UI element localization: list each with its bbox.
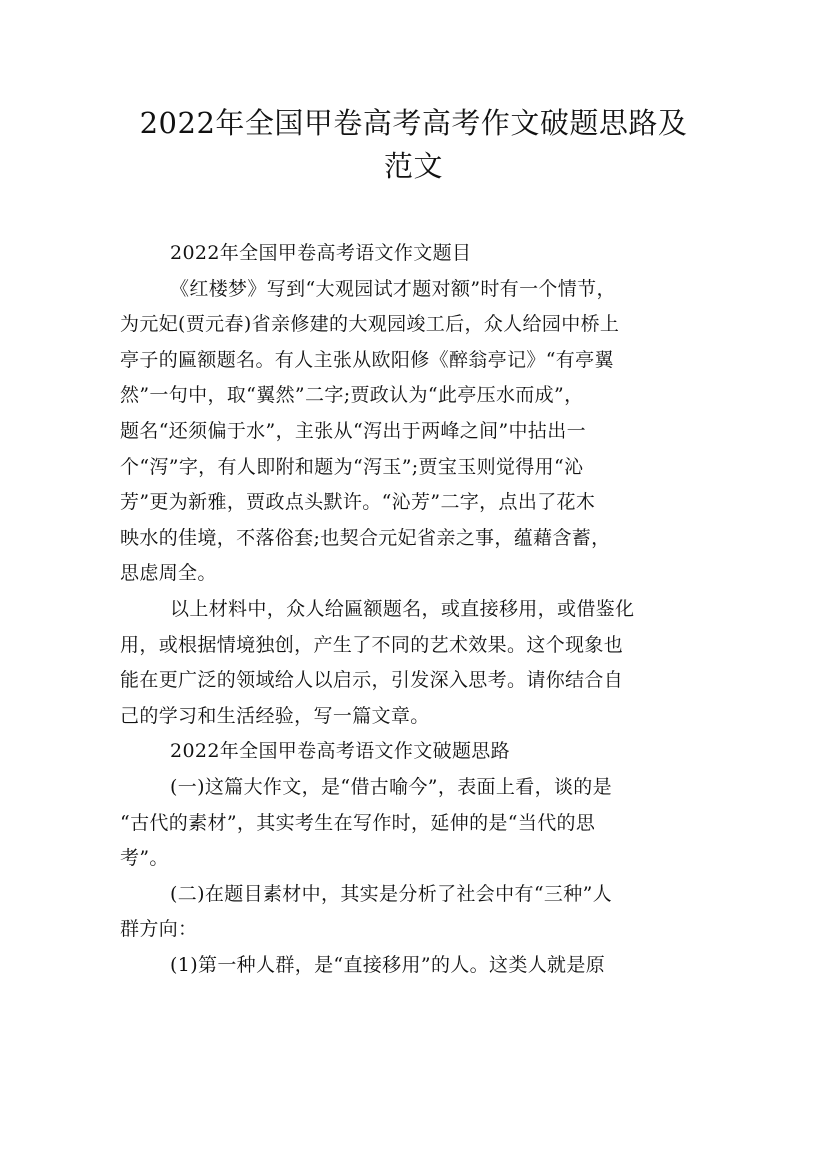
paragraph-line: (1)第一种人群，是“直接移用”的人。这类人就是原 bbox=[170, 953, 606, 976]
document-title-line-1: 2022年全国甲卷高考高考作文破题思路及 bbox=[139, 106, 688, 140]
paragraph-line: 用，或根据情境独创，产生了不同的艺术效果。这个现象也 bbox=[120, 633, 624, 656]
paragraph-line: 芳”更为新雅，贾政点头默许。“沁芳”二字，点出了花木 bbox=[120, 491, 596, 514]
section-heading-approach bbox=[120, 734, 710, 770]
paragraph-line: 为元妃(贾元春)省亲修建的大观园竣工后，众人给园中桥上 bbox=[120, 313, 620, 336]
paragraph-line: 思虑周全。 bbox=[120, 562, 217, 585]
paragraph-line: 群方向： bbox=[120, 918, 198, 941]
paragraph-prompt bbox=[120, 592, 710, 734]
paragraph-line: 题名“还须偏于水”，主张从“泻出于两峰之间”中拈出一 bbox=[120, 419, 586, 442]
document-title-line-2: 范文 bbox=[383, 149, 443, 183]
paragraph-line: 己的学习和生活经验，写一篇文章。 bbox=[120, 704, 430, 727]
paragraph-line: 《红楼梦》写到“大观园试才题对额”时有一个情节， bbox=[170, 277, 616, 300]
paragraph-line: 考”。 bbox=[120, 847, 169, 870]
paragraph-line: “古代的素材”，其实考生在写作时，延伸的是“当代的思 bbox=[120, 811, 596, 834]
document-body bbox=[120, 236, 710, 983]
paragraph-line: 2022年全国甲卷高考语文作文破题思路 bbox=[170, 740, 511, 763]
section-heading-topic bbox=[120, 236, 710, 272]
paragraph-line: (一)这篇大作文，是“借古喻今”，表面上看，谈的是 bbox=[170, 775, 613, 798]
paragraph-point-1 bbox=[120, 770, 710, 877]
paragraph-line: (二)在题目素材中，其实是分析了社会中有“三种”人 bbox=[170, 882, 613, 905]
paragraph-line: 2022年全国甲卷高考语文作文题目 bbox=[170, 242, 472, 264]
paragraph-line: 能在更广泛的领域给人以启示，引发深入思考。请你结合自 bbox=[120, 669, 624, 692]
paragraph-line: 亭子的匾额题名。有人主张从欧阳修《醉翁亭记》“有亭翼 bbox=[120, 348, 614, 371]
paragraph-point-2 bbox=[120, 877, 710, 948]
paragraph-material bbox=[120, 272, 710, 592]
paragraph-line: 以上材料中，众人给匾额题名，或直接移用，或借鉴化 bbox=[170, 597, 635, 620]
paragraph-line: 个“泻”字，有人即附和题为“泻玉”;贾宝玉则觉得用“沁 bbox=[120, 455, 584, 478]
paragraph-line: 然”一句中，取“翼然”二字;贾政认为“此亭压水而成”， bbox=[120, 384, 584, 407]
paragraph-line: 映水的佳境，不落俗套;也契合元妃省亲之事，蕴藉含蓄， bbox=[120, 526, 611, 549]
paragraph-subpoint-1 bbox=[120, 948, 710, 984]
